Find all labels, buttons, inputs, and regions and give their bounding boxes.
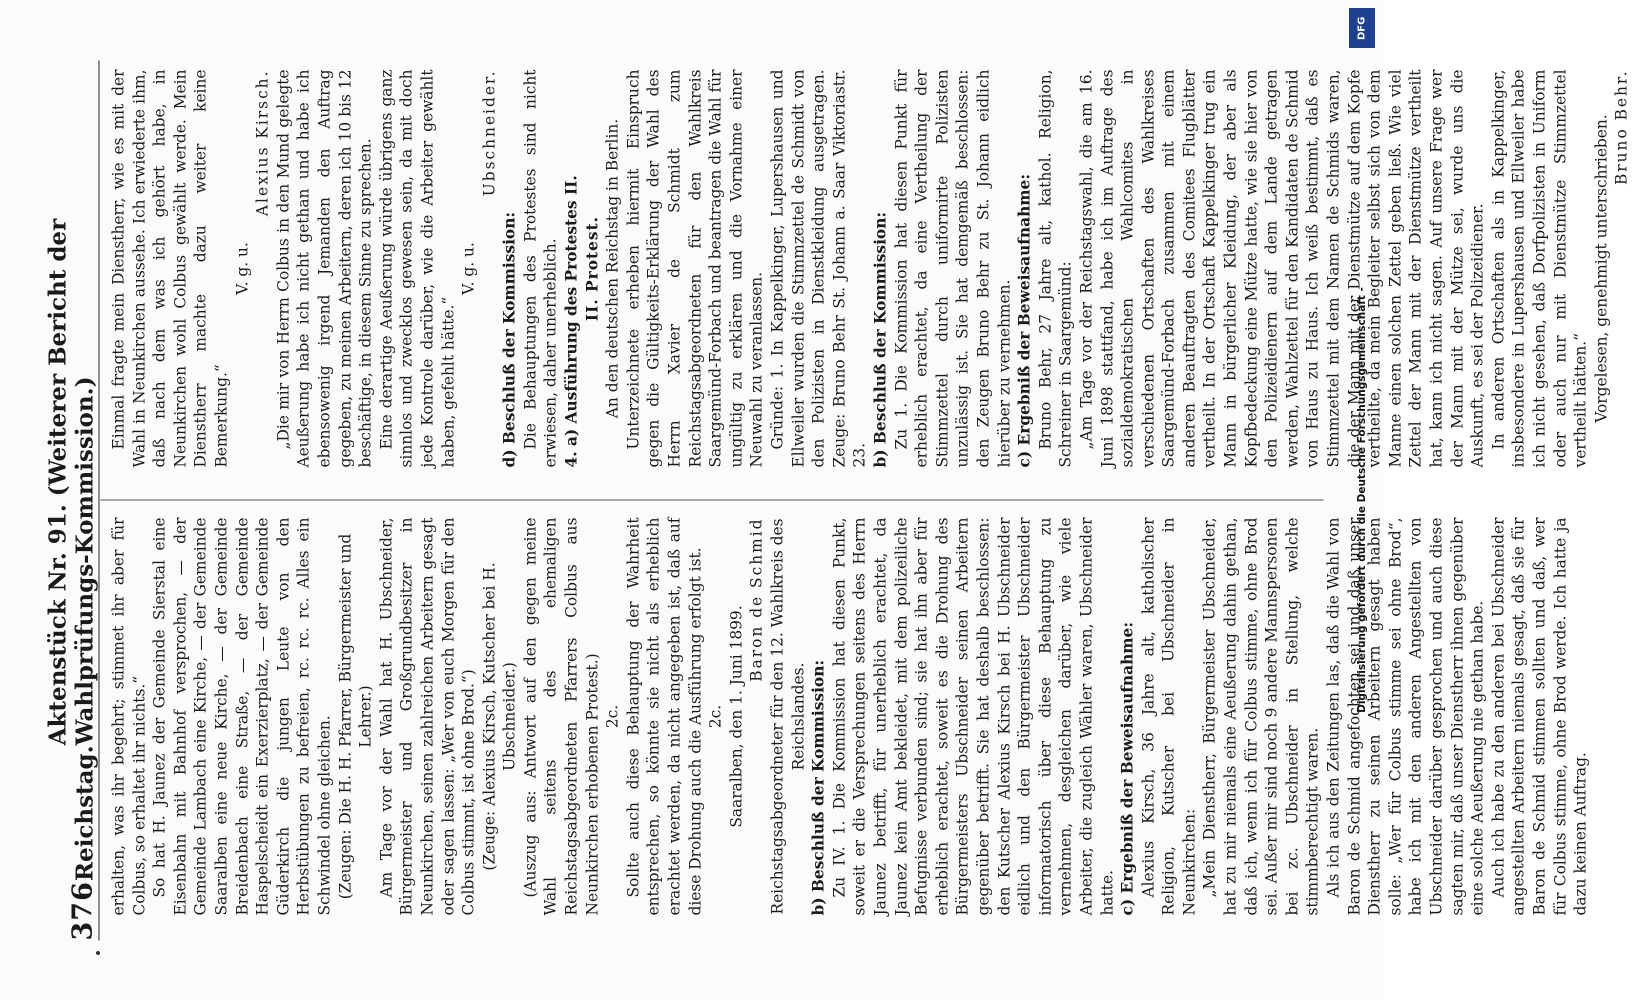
left-column-paragraph: 2c. <box>706 704 725 728</box>
page-number: 376 <box>67 880 98 940</box>
left-column-paragraph: Saaralben, den 1. Juni 1899. <box>726 604 745 828</box>
right-column-paragraph: V. g. u. <box>459 241 478 295</box>
left-column-paragraph: Am Tage vor der Wahl hat H. Ubschneider, Bürgermeister und Großgrundbesitzer in Neunkirchen, seinen zahlreichen Arbeitern gesagt oder sagen lassen: „Wer von euch Morgen für den Colbus stimmt, ist ohne Brod.“) <box>376 517 478 915</box>
right-column-paragraph: Bruno Behr, 27 Jahre alt, kathol. Religion, Schreiner in Saargemünd: <box>1035 69 1075 467</box>
digitization-note: Digitalisierung gefördert durch die Deutsche Forschungsgemeinschaft - <box>1356 287 1368 713</box>
left-column-paragraph: (Auszug aus: Antwort auf den gegen meine Wahl seitens des ehemaligen Reichstagsabgeordneten Pfarrers Colbus aus Neunkirchen erhobenen Protest.) <box>520 517 601 915</box>
right-column-paragraph: Vorgelesen, genehmigt unterschrieben. <box>1591 113 1610 423</box>
left-column-paragraph: Zu IV. 1. Die Kommission hat diesen Punkt, soweit er die Versprechungen seitens des Herrn Jaunez betrifft, für unerheblich erachtet, da Jaunez kein Amt bekleidet, mit dem polizeiliche Befugnisse verbunden sind; sie hat ihn aber für erheblich erachtet, soweit es die Drohung des Bürgermeisters Ubschneider seinen Arbeitern gegenüber betrifft. Sie hat deshalb beschlossen: den Kutscher Alexius Kirsch bei H. Ubschneider eidlich und den Bürgermeister Ubschneider informatorisch über diese Behauptung zu vernehmen, desgleichen darüber, wie viele Arbeiter, die zugleich Wähler waren, Ubschneider hatte. <box>829 517 1116 915</box>
right-column-paragraph: b) Beschluß der Kommission: <box>870 211 889 467</box>
column-divider <box>100 499 1323 500</box>
scan-mark <box>96 951 100 955</box>
right-column-paragraph: Die Behauptungen des Protestes sind nicht erwiesen, daher unerheblich. <box>520 69 560 467</box>
left-column-paragraph: „Mein Dienstherr, Bürgermeister Ubschneider, hat zu mir niemals eine Aeußerung dahin gethan, daß ich, wenn ich für Colbus stimme, ohne Brod sei. Außer mir sind noch 9 andere Mannspersonen bei zc. Ubschneider in Stellung, welche stimmberechtigt waren. <box>1200 517 1322 915</box>
right-column-paragraph: „Die mir von Herrn Colbus in den Mund gelegte Aeußerung habe ich nicht gethan und habe ich ebensowenig irgend Jemanden den Auftrag gegeben, zu meinen Arbeitern, deren ich 10 bis 12 beschäftige, in diesem Sinne zu sprechen. <box>273 69 375 467</box>
dfg-logo: DFG <box>1349 8 1375 48</box>
left-column-paragraph: 2c. <box>603 704 622 728</box>
right-column <box>108 69 1632 467</box>
page-header <box>44 60 99 940</box>
header-chamber: Reichstag. <box>71 744 98 881</box>
left-column-paragraph: erhalten, was ihr begehrt; stimmet ihr aber für Colbus, so erhaltet ihr nichts.“ <box>109 517 148 915</box>
left-column-paragraph: Reichstagsabgeordneter für den 12. Wahlkreis des Reichslandes. <box>768 517 807 915</box>
right-column-paragraph: Einmal fragte mein Dienstherr, wie es mit der Wahl in Neunkirchen aussehe. Ich erwiederte ihm, daß nach dem was ich gehört habe, in Neunkirchen wohl Colbus gewählt werde. Mein Dienstherr machte dazu weiter keine Bemerkung.“ <box>109 69 230 467</box>
right-column-paragraph: d) Beschluß der Kommission: <box>500 211 519 467</box>
left-column-paragraph: Baron de Schmid <box>747 517 766 682</box>
left-column-paragraph: Als ich aus den Zeitungen las, daß die Wahl von Baron de Schmid angefochten sei und daß unser Dienstherr zu seinen Arbeitern gesagt haben solle: „Wer für Colbus stimme sei ohne Brod“, habe ich mit den anderen Angestellten von Ubschneider darüber gesprochen und auch diese sagten mir, daß unser Dienstherr ihnen gegenüber eine solche Aeußerung nie gethan habe. <box>1324 517 1487 915</box>
right-column-paragraph: „Am Tage vor der Reichstagswahl, die am 16. Juni 1898 stattfand, habe ich im Auftrage des sozialdemokratischen Wahlcomites in verschiedenen Ortschaften des Wahlkreises Saargemünd-Forbach zusammen mit einem anderen Beauftragten des Comitees Flugblätter vertheilt. In der Ortschaft Kappelkinger trug ein Mann in bürgerlicher Kleidung, der aber als Kopfbedeckung eine Mütze hatte, wie sie hier von den Polizeidienern auf dem Lande getragen werden, Wahlzettel für den Kandidaten de Schmid von Haus zu Haus. Ich weiß bestimmt, daß es Stimmzettel mit dem Namen de Schmids waren, die der Mann mit der Dienstmütze auf dem Kopfe vertheilte, da mein Begleiter selbst sich von dem Manne einen solchen Zettel geben ließ. Wie viel Zettel der Mann mit der Dienstmütze vertheilt hat, kann ich nicht sagen. Auf unsere Frage wer der Mann mit der Mütze sei, wurde uns die Auskunft, es sei der Polizeidiener. <box>1076 69 1487 467</box>
left-column-paragraph: c) Ergebniß der Beweisaufnahme: <box>1118 621 1137 915</box>
right-column-paragraph: c) Ergebniß der Beweisaufnahme: <box>1015 173 1034 467</box>
right-column-paragraph: Unterzeichnete erheben hiermit Einspruch gegen die Gültigkeits-Erklärung der Wahl des Herrn Xavier de Schmidt zum Reichstagsabgeordneten für den Wahlkreis Saargemünd-Forbach und beantragen die Wahl für ungültig zu erklären und die Vornahme einer Neuwahl zu veranlassen. <box>623 69 766 467</box>
left-column-paragraph: Sollte auch diese Behauptung der Wahrheit entsprechen, so könnte sie nicht als erheblich erachtet werden, da nicht angegeben ist, daß auf diese Drohung auch die Ausführung erfolgt ist. <box>623 517 704 915</box>
left-column-paragraph: Auch ich habe zu den anderen bei Ubschneider angestellten Arbeitern niemals gesagt, daß sie für Baron de Schmid stimmen sollten und daß, wer für Colbus stimme, ohne Brod werde. Ich hatte ja dazu keinen Auftrag. <box>1488 517 1590 915</box>
left-column-paragraph: Alexius Kirsch, 36 Jahre alt, katholischer Religion, Kutscher bei Ubschneider in Neunkirchen: <box>1138 517 1198 915</box>
right-column-paragraph: 4. a) Ausführung des Protestes II. <box>562 174 581 467</box>
header-title: Aktenstück Nr. 91. (Weiterer Bericht der Wahlprüfungs-Kommission.) <box>44 218 98 745</box>
left-column-paragraph: So hat H. Jaunez der Gemeinde Sierstal eine Eisenbahn mit Bahnhof versprochen, — der Gemeinde Lambach eine Kirche, — der Gemeinde Saaralben eine neue Kirche, — der Gemeinde Breidenbach eine Straße, — der Gemeinde Haspelscheidt ein Exerzierplatz, — der Gemeinde Güderkirch die jungen Leute von den Herbstübungen zu befreien, rc. rc. rc. Alles ein Schwindel ohne gleichen. <box>150 517 333 915</box>
right-column-paragraph: Alexius Kirsch. <box>253 69 272 216</box>
right-column-paragraph: Bruno Behr. <box>1612 69 1631 185</box>
right-column-paragraph: Zu 1. Die Kommission hat diesen Punkt für erheblich erachtet, da eine Vertheilung der Stimmzettel durch uniformirte Polizisten unzulässig ist. Sie hat demgemäß beschlossen: den Zeugen Bruno Behr zu St. Johann eidlich hierüber zu vernehmen. <box>891 69 1013 467</box>
left-column-paragraph: (Zeugen: Die H. H. Pfarrer, Bürgermeister und Lehrer.) <box>335 533 375 899</box>
left-column <box>108 517 1591 915</box>
right-column-paragraph: Ubschneider. <box>479 69 498 196</box>
right-column-paragraph: An den deutschen Reichstag in Berlin. <box>603 118 622 418</box>
right-column-paragraph: Eine derartige Aeußerung würde übrigens ganz sinnlos und zwecklos gewesen sein, da mit doch jede Kontrole darüber, wie die Arbeiter gewählt haben, gefehlt hätte.“ <box>376 69 457 467</box>
right-column-paragraph: Gründe: 1. In Kappelkinger, Lupershausen und Ellweiler wurden die Stimmzettel de Schmidt von den Polizisten in Dienstkleidung ausgetragen. Zeuge: Bruno Behr St. Johann a. Saar Viktoriastr. 23. <box>768 69 869 467</box>
left-column-paragraph: b) Beschluß der Kommission: <box>809 659 828 915</box>
right-column-paragraph: II. Protest. <box>582 215 601 321</box>
right-column-paragraph: V. g. u. <box>232 241 251 295</box>
left-column-paragraph: (Zeuge: Alexius Kirsch, Kutscher bei H. Ubschneider.) <box>479 561 519 871</box>
right-column-paragraph: In anderen Ortschaften als in Kappelkinger, insbesondere in Lupershausen und Ellweiler habe ich nicht gesehen, daß Dorfpolizisten in Uniform oder auch nur mit Dienstmütze Stimmzettel vertheilt hätten.“ <box>1488 69 1590 467</box>
